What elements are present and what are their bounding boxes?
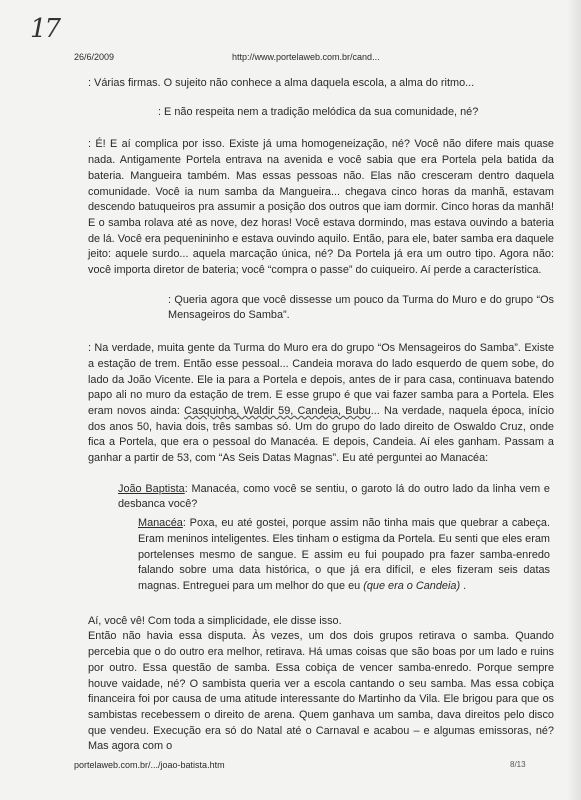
speech-2-aside: (que era o Candeia)	[363, 579, 461, 592]
handwritten-page-number: 17	[30, 14, 60, 44]
page-edge-shadow	[567, 0, 581, 800]
paragraph-5-start: : Na verdade, muita gente da Turma do Muro era do grupo “Os Mensageiros do Samba”. Existe a estação de trem. Então esse pessoal... Candeia morava do lado esquerdo de quem sobe, do lado da João Vicente. Ele ia para a Portela e depois, antes de ir para casa, continuava batendo papo ali no muro da estação de trem. E esse grupo é que vai fazer samba para a Portela. Eles eram novos ainda:	[88, 342, 554, 417]
speech-2: : Poxa, eu até gostei, porque assim não tinha mais que quebrar a cabeça. Eram meninos inteligentes. Eles tinham o estigma da Portela. Eu senti que eles eram portelenses mesmo de sangue. E assim eu fui poupado pra fazer samba-enredo falando sobre uma data histórica, o que já era difícil, e eles fizeram seis datas magnas. Entreguei para um melhor do que eu	[138, 517, 550, 592]
header-url: http://www.portelaweb.com.br/cand...	[232, 52, 380, 62]
dialog-line-1	[118, 482, 550, 513]
paragraph-7: Então não havia essa disputa. Às vezes, um dos dois grupos retirava o samba. Quando percebia que o do outro era melhor, retirava. Há umas coisas que são boas por um lado e ruins por outro. Essa questão de samba. Essa cobiça de vencer samba-enredo. Porque sempre houve vaidade, né? O sambista queria ver a escola cantando o seu samba. Mas essa cobiça financeira foi por causa de uma atitude interessante do Martinho da Vila. Ele brigou para que os sambistas recebessem o direito de arena. Quem ganhava um samba, dava direitos pelo disco que vendeu. Execução era só do Natal até o Carnaval e acabou – e algumas emissoras, né? Mas agora com o	[88, 630, 554, 753]
paragraph-3: : É! E aí complica por isso. Existe já uma homogeneização, né? Você não difere mais quase nada. Antigamente Portela entrava na avenida e você sabia que era Portela pela batida da bateria. Mangueira também. Mas essas pessoas não. Elas não cresceram dentro daquela comunidade. Você ia num samba da Mangueira... chegava cinco horas da manhã, estavam descendo batuqueiros pra assumir a posição dos outros que iam dormir. Cinco horas da manhã! E o samba rolava até as nove, dez horas! Você estava dormindo, mas estava ouvindo a bateria de lá. Você era pequenininho e estava ouvindo aquilo. Então, para ele, bater samba era daquele jeito: aquele surdo... aquela marcação única, né? Da Portela já era um outro tipo. Agora não: você importa diretor de bateria; você “compra o passe” do cuiqueiro. Aí perde a característica.	[88, 138, 554, 277]
paragraph-5-end: ... Na verdade, naquela época, início dos anos 50, havia dois, três sambas só. Um do grupo do lado direito de Oswaldo Cruz, onde fica a Portela, que era o pessoal do Manacéa. E depois, Candeia. Aí eles ganham. Passam a ganhar a partir de 53, com “As Seis Datas Magnas”. Eu até perguntei ao Manacéa:	[88, 404, 555, 465]
speaker-joao-baptista: João Baptista	[118, 482, 185, 495]
speech-2-end: .	[460, 579, 467, 592]
paragraph-5	[88, 341, 554, 467]
interview-text	[88, 76, 554, 755]
paragraph-4: : Queria agora que você dissesse um pouco da Turma do Muro e do grupo “Os Mensageiros do Samba”.	[168, 293, 554, 322]
speaker-manacea: Manacéa	[138, 517, 183, 530]
paragraph-1: : Várias firmas. O sujeito não conhece a alma daquela escola, a alma do ritmo...	[88, 77, 475, 89]
speech-1: : Manacéa, como você se sentiu, o garoto lá do outro lado da linha vem e desbanca você?	[118, 482, 550, 511]
paragraph-2: : E não respeita nem a tradição melódica da sua comunidade, né?	[158, 105, 479, 118]
footer-page-number: 8/13	[510, 760, 526, 769]
dialog-line-2	[118, 516, 550, 595]
quoted-dialog	[88, 482, 550, 595]
footer-url: portelaweb.com.br/.../joao-batista.htm	[74, 760, 225, 770]
header-date: 26/6/2009	[74, 52, 115, 62]
paragraph-6: Aí, você vê! Com toda a simplicidade, ele disse isso.	[88, 614, 342, 627]
underlined-names: Casquinha, Waldir 59, Candeia, Bubu	[184, 404, 371, 417]
